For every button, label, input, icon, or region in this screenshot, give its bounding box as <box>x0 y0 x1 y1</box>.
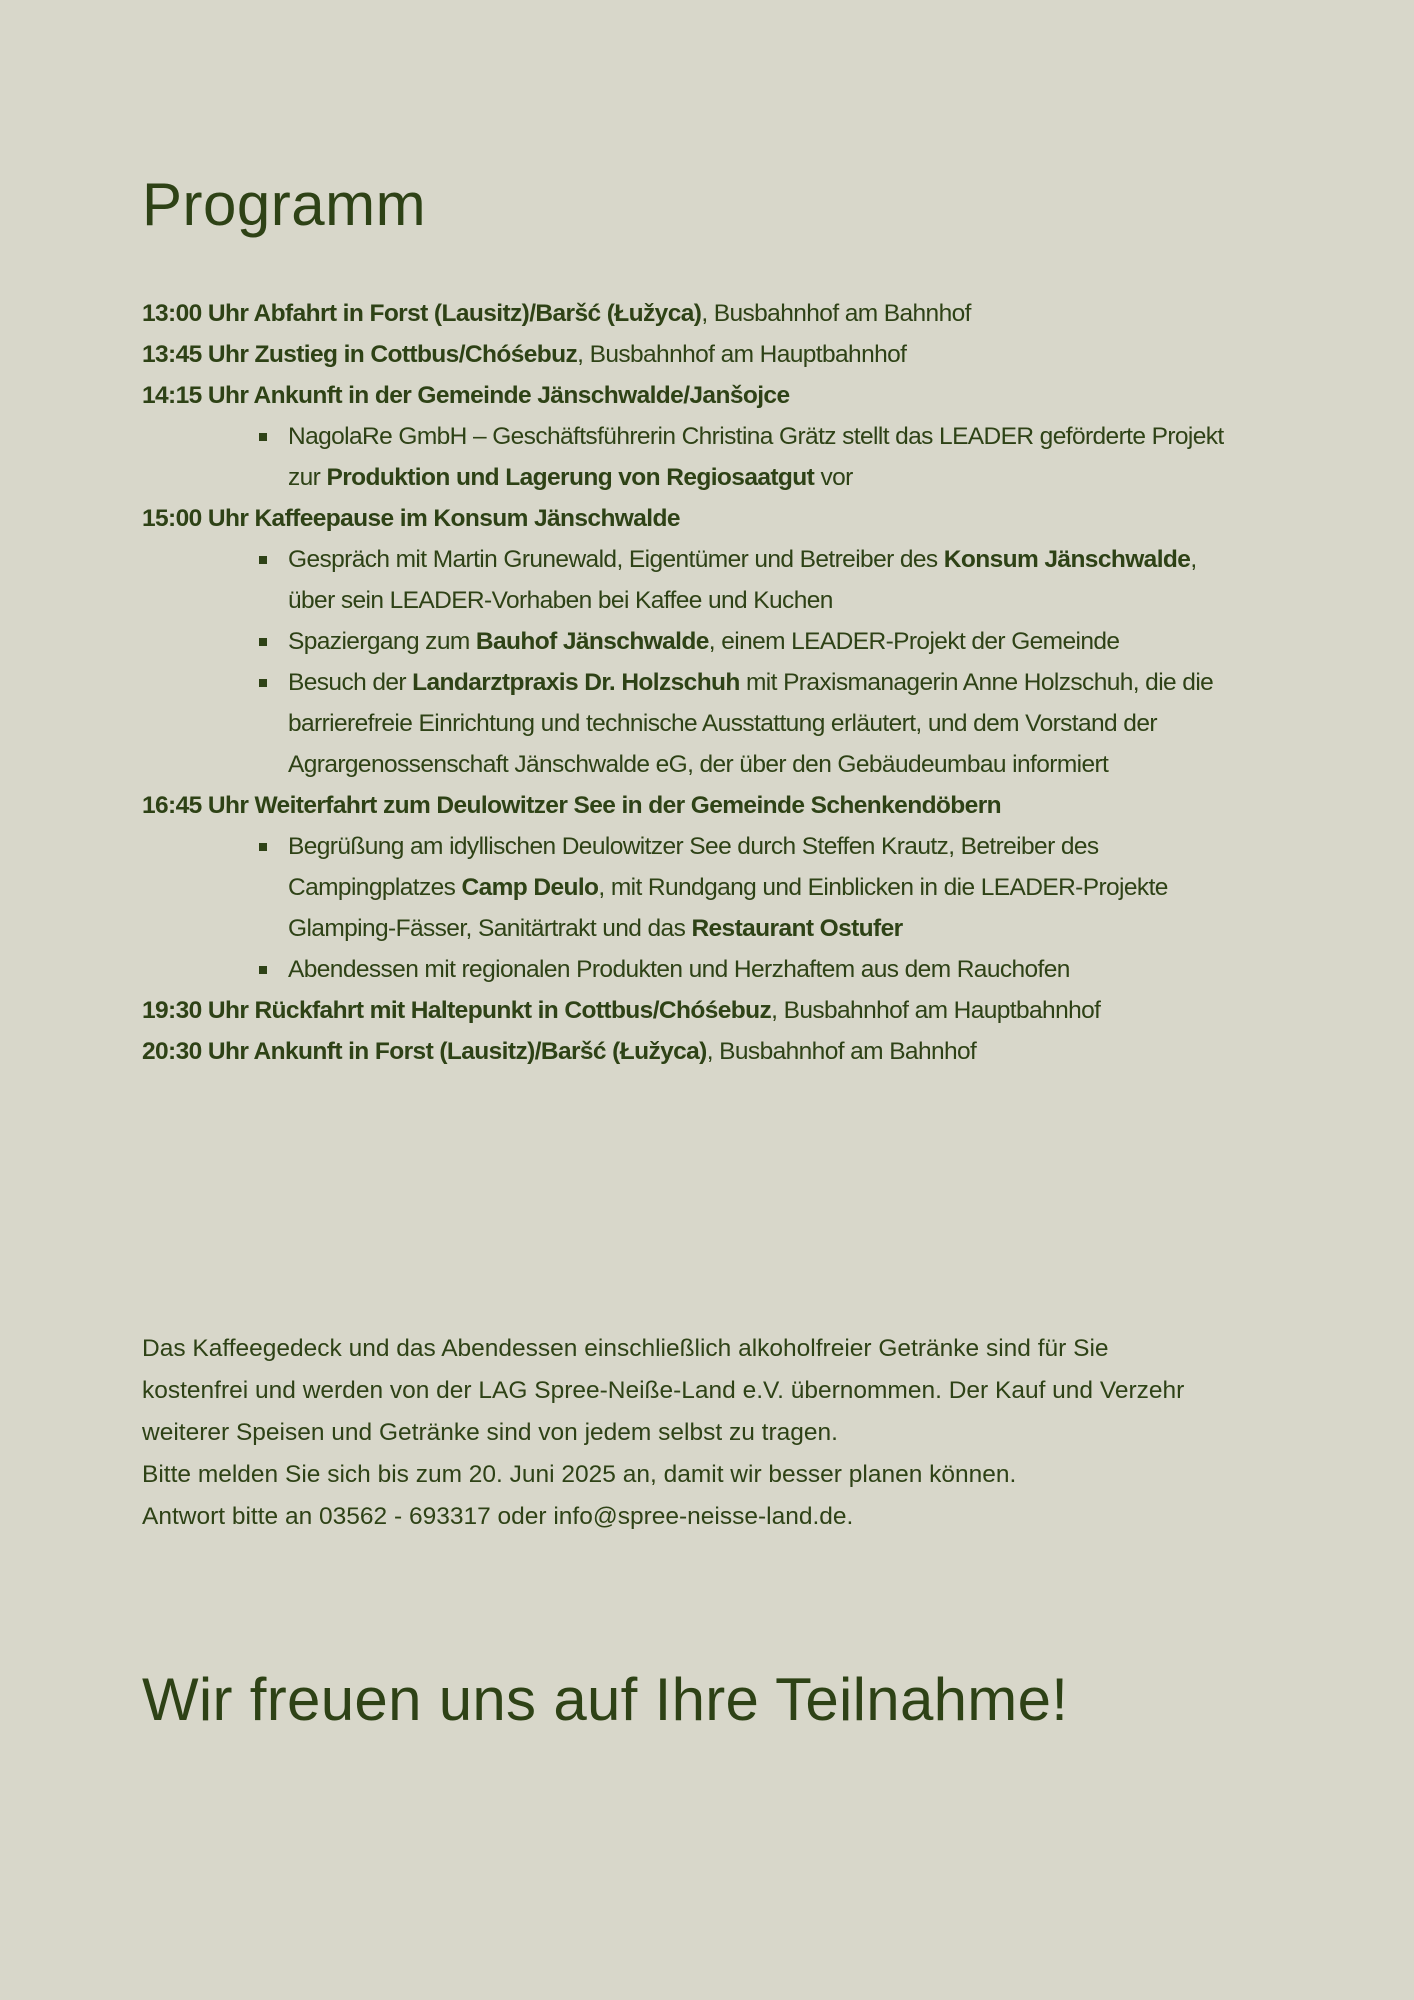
highlight-text: Konsum Jänschwalde <box>943 546 1191 573</box>
schedule-slot <box>142 293 1282 334</box>
detail-text: NagolaRe GmbH – Geschäftsführerin Christina Grätz stellt das LEADER geförderte Projekt <box>288 423 1224 450</box>
note-line: Antwort bitte an 03562 - 693317 oder info@spree-neisse-land.de. <box>142 1503 854 1530</box>
highlight-text: Camp Deulo <box>461 874 599 901</box>
note-line: kostenfrei und werden von der LAG Spree-Neiße-Land e.V. übernommen. Der Kauf und Verzehr <box>142 1377 1185 1404</box>
schedule-slot-heading: 19:30 Uhr Rückfahrt mit Haltepunkt in Cottbus/Chóśebuz <box>142 997 772 1024</box>
detail-text: vor <box>814 464 853 491</box>
schedule-slot <box>142 334 1282 375</box>
schedule-slot <box>142 375 1282 416</box>
schedule-slot-heading: 15:00 Uhr Kaffeepause im Konsum Jänschwalde <box>142 505 680 532</box>
detail-text: Abendessen mit regionalen Produkten und Herzhaftem aus dem Rauchofen <box>288 956 1070 983</box>
list-item <box>288 826 1282 949</box>
closing-line: Wir freuen uns auf Ihre Teilnahme! <box>142 1666 1069 1733</box>
detail-text: Spaziergang zum <box>288 628 476 655</box>
schedule-slot <box>142 990 1282 1031</box>
schedule-slot-heading: 13:00 Uhr Abfahrt in Forst (Lausitz)/Baršć (Łužyca) <box>142 300 702 327</box>
schedule-slot-location: , Busbahnhof am Bahnhof <box>706 1038 977 1065</box>
schedule-slot-details <box>142 416 1282 498</box>
list-item <box>288 949 1282 990</box>
detail-text: Glamping-Fässer, Sanitärtrakt und das <box>288 915 692 942</box>
note-line: Bitte melden Sie sich bis zum 20. Juni 2025 an, damit wir besser planen können. <box>142 1461 1017 1488</box>
page-title: Programm <box>142 171 427 238</box>
detail-text: zur <box>288 464 327 491</box>
schedule-slot-details <box>142 539 1282 785</box>
detail-text: Campingplatzes <box>288 874 462 901</box>
highlight-text: Bauhof Jänschwalde <box>475 628 709 655</box>
note-line: weiterer Speisen und Getränke sind von jedem selbst zu tragen. <box>142 1419 838 1446</box>
schedule-slot-location: , Busbahnhof am Hauptbahnhof <box>771 997 1101 1024</box>
schedule-slot-heading: 13:45 Uhr Zustieg in Cottbus/Chóśebuz <box>142 341 578 368</box>
detail-text: Begrüßung am idyllischen Deulowitzer See durch Steffen Krautz, Betreiber des <box>288 833 1099 860</box>
detail-text: barrierefreie Einrichtung und technische Ausstattung erläutert, und dem Vorstand der <box>288 710 1157 737</box>
detail-text: mit Praxismanagerin Anne Holzschuh, die die <box>739 669 1214 696</box>
info-notes <box>142 1328 1282 1538</box>
schedule-slot-location: , Busbahnhof am Bahnhof <box>701 300 971 327</box>
schedule-slot-heading: 16:45 Uhr Weiterfahrt zum Deulowitzer See in der Gemeinde Schenkendöbern <box>142 792 1001 819</box>
detail-text: Besuch der <box>288 669 413 696</box>
schedule-slot-location: , Busbahnhof am Hauptbahnhof <box>577 341 907 368</box>
highlight-text: Produktion und Lagerung von Regiosaatgut <box>326 464 815 491</box>
schedule-slot-heading: 20:30 Uhr Ankunft in Forst (Lausitz)/Baršć (Łužyca) <box>142 1038 707 1065</box>
highlight-text: Landarztpraxis Dr. Holzschuh <box>412 669 740 696</box>
list-item <box>288 539 1282 621</box>
schedule-slot <box>142 785 1282 826</box>
schedule-slot-heading: 14:15 Uhr Ankunft in der Gemeinde Jänschwalde/Janšojce <box>142 382 790 409</box>
schedule-slot <box>142 498 1282 539</box>
list-item <box>288 621 1282 662</box>
detail-text: über sein LEADER-Vorhaben bei Kaffee und Kuchen <box>288 587 833 614</box>
schedule-slot <box>142 1031 1282 1072</box>
detail-text: Agrargenossenschaft Jänschwalde eG, der über den Gebäudeumbau informiert <box>288 751 1109 778</box>
list-item <box>288 662 1282 785</box>
list-item <box>288 416 1282 498</box>
schedule-slot-details <box>142 826 1282 990</box>
program-schedule <box>142 293 1282 1072</box>
detail-text: Gespräch mit Martin Grunewald, Eigentümer und Betreiber des <box>288 546 944 573</box>
note-line: Das Kaffeegedeck und das Abendessen einschließlich alkoholfreier Getränke sind für Sie <box>142 1335 1109 1362</box>
detail-text: , einem LEADER-Projekt der Gemeinde <box>708 628 1120 655</box>
highlight-text: Restaurant Ostufer <box>691 915 903 942</box>
detail-text: , mit Rundgang und Einblicken in die LEADER-Projekte <box>598 874 1168 901</box>
detail-text: , <box>1190 546 1197 573</box>
